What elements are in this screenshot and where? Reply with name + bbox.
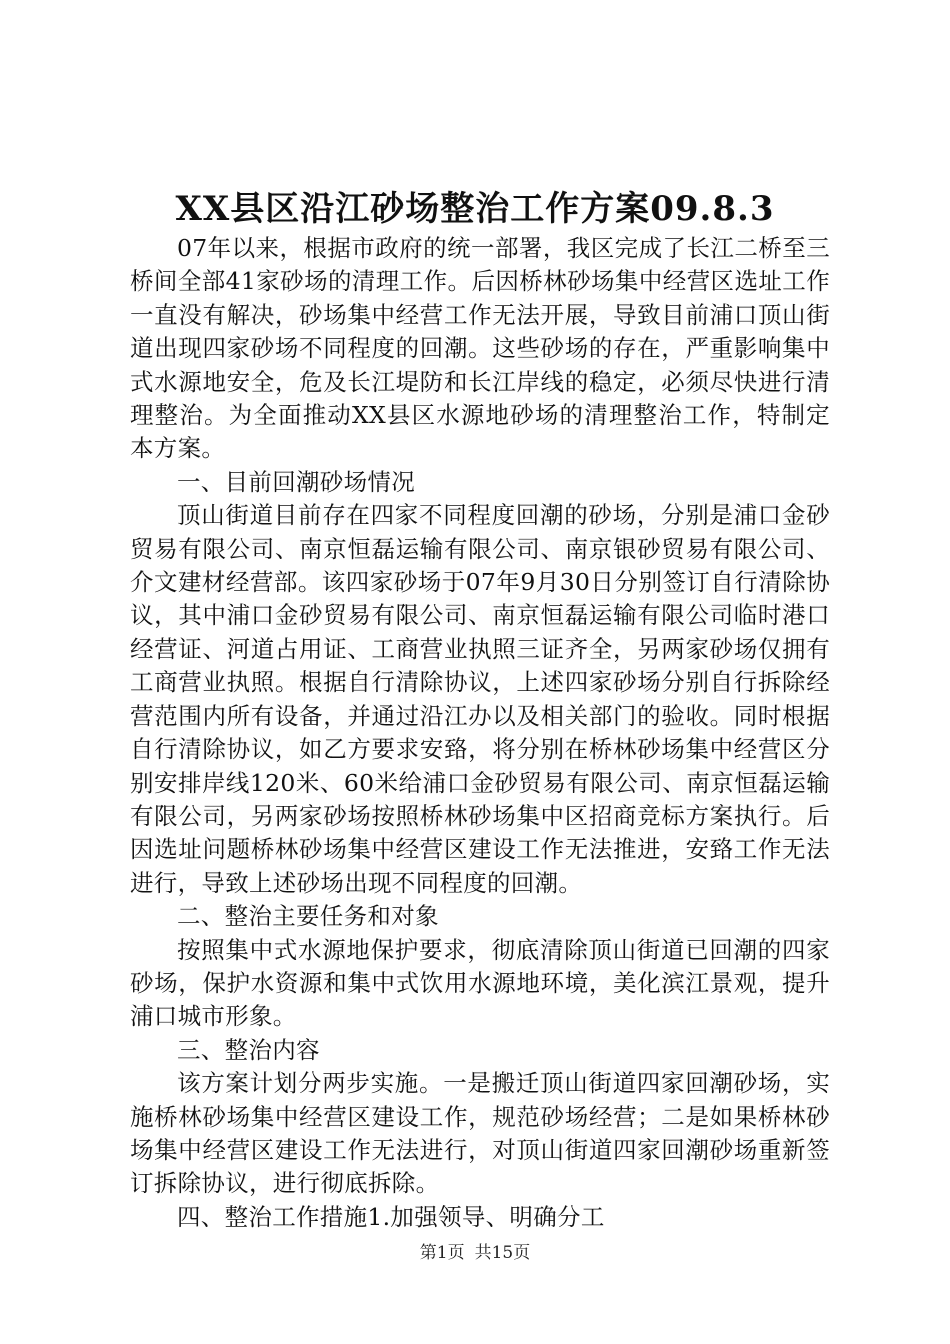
section-3-paragraph: 该方案计划分两步实施。一是搬迁顶山街道四家回潮砂场，实施桥林砂场集中经营区建设工作，规范砂场经营；二是如果桥林砂场集中经营区建设工作无法进行，对顶山街道四家回潮砂场重新签订拆除协议，进行彻底拆除。	[130, 1069, 830, 1198]
document-body	[130, 232, 830, 1234]
section-heading-2: 二、整治主要任务和对象	[177, 902, 439, 931]
intro-paragraph: 07年以来，根据市政府的统一部署，我区完成了长江二桥至三桥间全部41家砂场的清理工作。后因桥林砂场集中经营区选址工作一直没有解决，砂场集中经营工作无法开展，导致目前浦口顶山街道出现四家砂场不同程度的回潮。这些砂场的存在，严重影响集中式水源地安全，危及长江堤防和长江岸线的稳定，必须尽快进行清理整治。为全面推动XX县区水源地砂场的清理整治工作，特制定本方案。	[130, 234, 830, 463]
page-total: 共15页	[474, 1243, 531, 1263]
section-heading-3: 三、整治内容	[177, 1035, 320, 1064]
section-heading-4: 四、整治工作措施1.加强领导、明确分工	[177, 1202, 605, 1231]
section-1-paragraph: 顶山街道目前存在四家不同程度回潮的砂场，分别是浦口金砂贸易有限公司、南京恒磊运输有限公司、南京银砂贸易有限公司、介文建材经营部。该四家砂场于07年9月30日分别签订自行清除协议，其中浦口金砂贸易有限公司、南京恒磊运输有限公司临时港口经营证、河道占用证、工商营业执照三证齐全，另两家砂场仅拥有工商营业执照。根据自行清除协议，上述四家砂场分别自行拆除经营范围内所有设备，并通过沿江办以及相关部门的验收。同时根据自行清除协议，如乙方要求安臵，将分别在桥林砂场集中经营区分别安排岸线120米、60米给浦口金砂贸易有限公司、南京恒磊运输有限公司，另两家砂场按照桥林砂场集中区招商竞标方案执行。后因选址问题桥林砂场集中经营区建设工作无法推进，安臵工作无法进行，导致上述砂场出现不同程度的回潮。	[130, 501, 830, 897]
section-heading-1: 一、目前回潮砂场情况	[177, 467, 415, 496]
page-footer	[0, 1242, 950, 1264]
document-title: XX县区沿江砂场整治工作方案09.8.3	[175, 189, 775, 229]
section-2-paragraph: 按照集中式水源地保护要求，彻底清除顶山街道已回潮的四家砂场，保护水资源和集中式饮用水源地环境，美化滨江景观，提升浦口城市形象。	[130, 935, 830, 1031]
page-number: 第1页	[419, 1243, 465, 1263]
